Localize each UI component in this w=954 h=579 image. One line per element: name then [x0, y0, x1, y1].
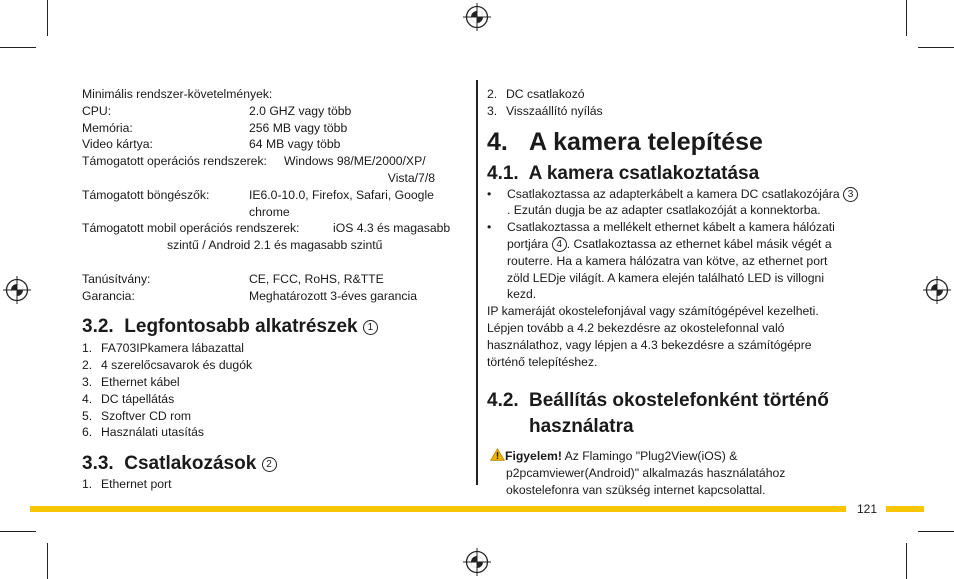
list-item: 2. 4 szerelőcsavarok és dugók — [82, 358, 253, 373]
spec-browser-cont: chrome — [249, 204, 290, 219]
list-item: 1. FA703IPkamera lábazattal — [82, 341, 244, 356]
heading-4-1: 4.1. A kamera csatlakoztatása — [487, 162, 760, 184]
crop-mark — [918, 531, 954, 532]
spec-row-os: Támogatott operációs rendszerek: Windows 98/ME/2000/XP/ — [82, 154, 426, 169]
spec-row-cpu: CPU: 2.0 GHZ vagy több — [82, 103, 352, 118]
callout-circle: 3 — [843, 187, 858, 202]
heading-3-2: 3.2. Legfontosabb alkatrészek 1 — [82, 316, 462, 338]
registration-mark-icon — [3, 276, 31, 304]
crop-mark — [906, 543, 907, 579]
spec-row-warranty: Garancia: Meghatározott 3-éves garancia — [82, 288, 418, 303]
left-column — [82, 86, 462, 493]
spec-row-memory: Memória: 256 MB vagy több — [82, 120, 348, 135]
crop-mark — [0, 47, 36, 48]
list-item: 3. Visszaállító nyílás — [487, 103, 603, 118]
crop-mark — [918, 47, 954, 48]
column-divider — [476, 80, 478, 485]
callout-circle: 2 — [262, 457, 277, 472]
heading-4: 4. A kamera telepítése — [487, 127, 763, 156]
list-item: 2. DC csatlakozó — [487, 87, 585, 101]
crop-mark — [906, 0, 907, 36]
spec-row-certification: Tanúsítvány: CE, FCC, RoHS, R&TTE — [82, 271, 384, 286]
list-item: 6. Használati utasítás — [82, 425, 204, 440]
callout-circle: 4 — [552, 237, 567, 252]
warning-icon — [490, 448, 505, 461]
spec-row-mobile: Támogatott mobil operációs rendszerek: iOS 4.3 és magasabb — [82, 221, 451, 236]
list-item: 5. Szoftver CD rom — [82, 408, 192, 423]
warning-note: Figyelem! Az Flamingo "Plug2View(iOS) & p2pcamviewer(Android)" alkalmazás használatához okostelefonra van szükség internet kapcsolattal. — [487, 448, 867, 498]
crop-mark — [0, 531, 36, 532]
spec-mobile-cont: szintű / Android 2.1 és magasabb szintű — [167, 238, 383, 253]
registration-mark-icon — [923, 276, 951, 304]
footer-bar-left — [30, 506, 846, 512]
bullet-item: • Csatlakoztassa az adapterkábelt a kamera DC csatlakozójára 3 . Ezután dugja be az adapter csatlakozóját a konnektorba. — [487, 186, 867, 220]
registration-mark-icon — [463, 3, 491, 31]
callout-circle: 1 — [363, 320, 378, 335]
heading-4-2: 4.2. Beállítás okostelefonként történő használatra — [487, 390, 829, 438]
registration-mark-icon — [463, 548, 491, 576]
list-item: 3. Ethernet kábel — [82, 374, 180, 389]
spec-row-video: Video kártya: 64 MB vagy több — [82, 137, 341, 152]
crop-mark — [47, 0, 48, 36]
list-item: 1. Ethernet port — [82, 477, 172, 492]
list-item: 4. DC tápellátás — [82, 391, 175, 406]
paragraph: IP kameráját okostelefonjával vagy számítógépével kezelheti. Lépjen tovább a 4.2 bekezdésre az okostelefonnal való használathoz, vagy lépjen a 4.3 bekezdésre a számítógépre történő telepítéshez. — [487, 304, 819, 369]
heading-3-3: 3.3. Csatlakozások 2 — [82, 453, 462, 475]
parts-list — [82, 340, 462, 441]
requirements-title: Minimális rendszer-követelmények: — [82, 87, 273, 101]
bullet-item: • Csatlakoztassa a mellékelt ethernet kábelt a kamera hálózati portjára 4 . Csatlakoztassa az ethernet kábel másik végét a routerre. Ha a kamera hálózatra van kötve, az ethernet port zöld LEDje világít. A kamera elején található LED is villogni kezd. — [487, 219, 867, 303]
footer-bar-right — [886, 506, 924, 512]
page-number: 121 — [856, 502, 878, 516]
right-column — [487, 86, 867, 499]
spec-os-cont: Vista/7/8 — [387, 170, 435, 185]
crop-mark — [47, 543, 48, 579]
spec-row-browser: Támogatott böngészők: IE6.0-10.0, Firefox, Safari, Google — [82, 187, 434, 202]
